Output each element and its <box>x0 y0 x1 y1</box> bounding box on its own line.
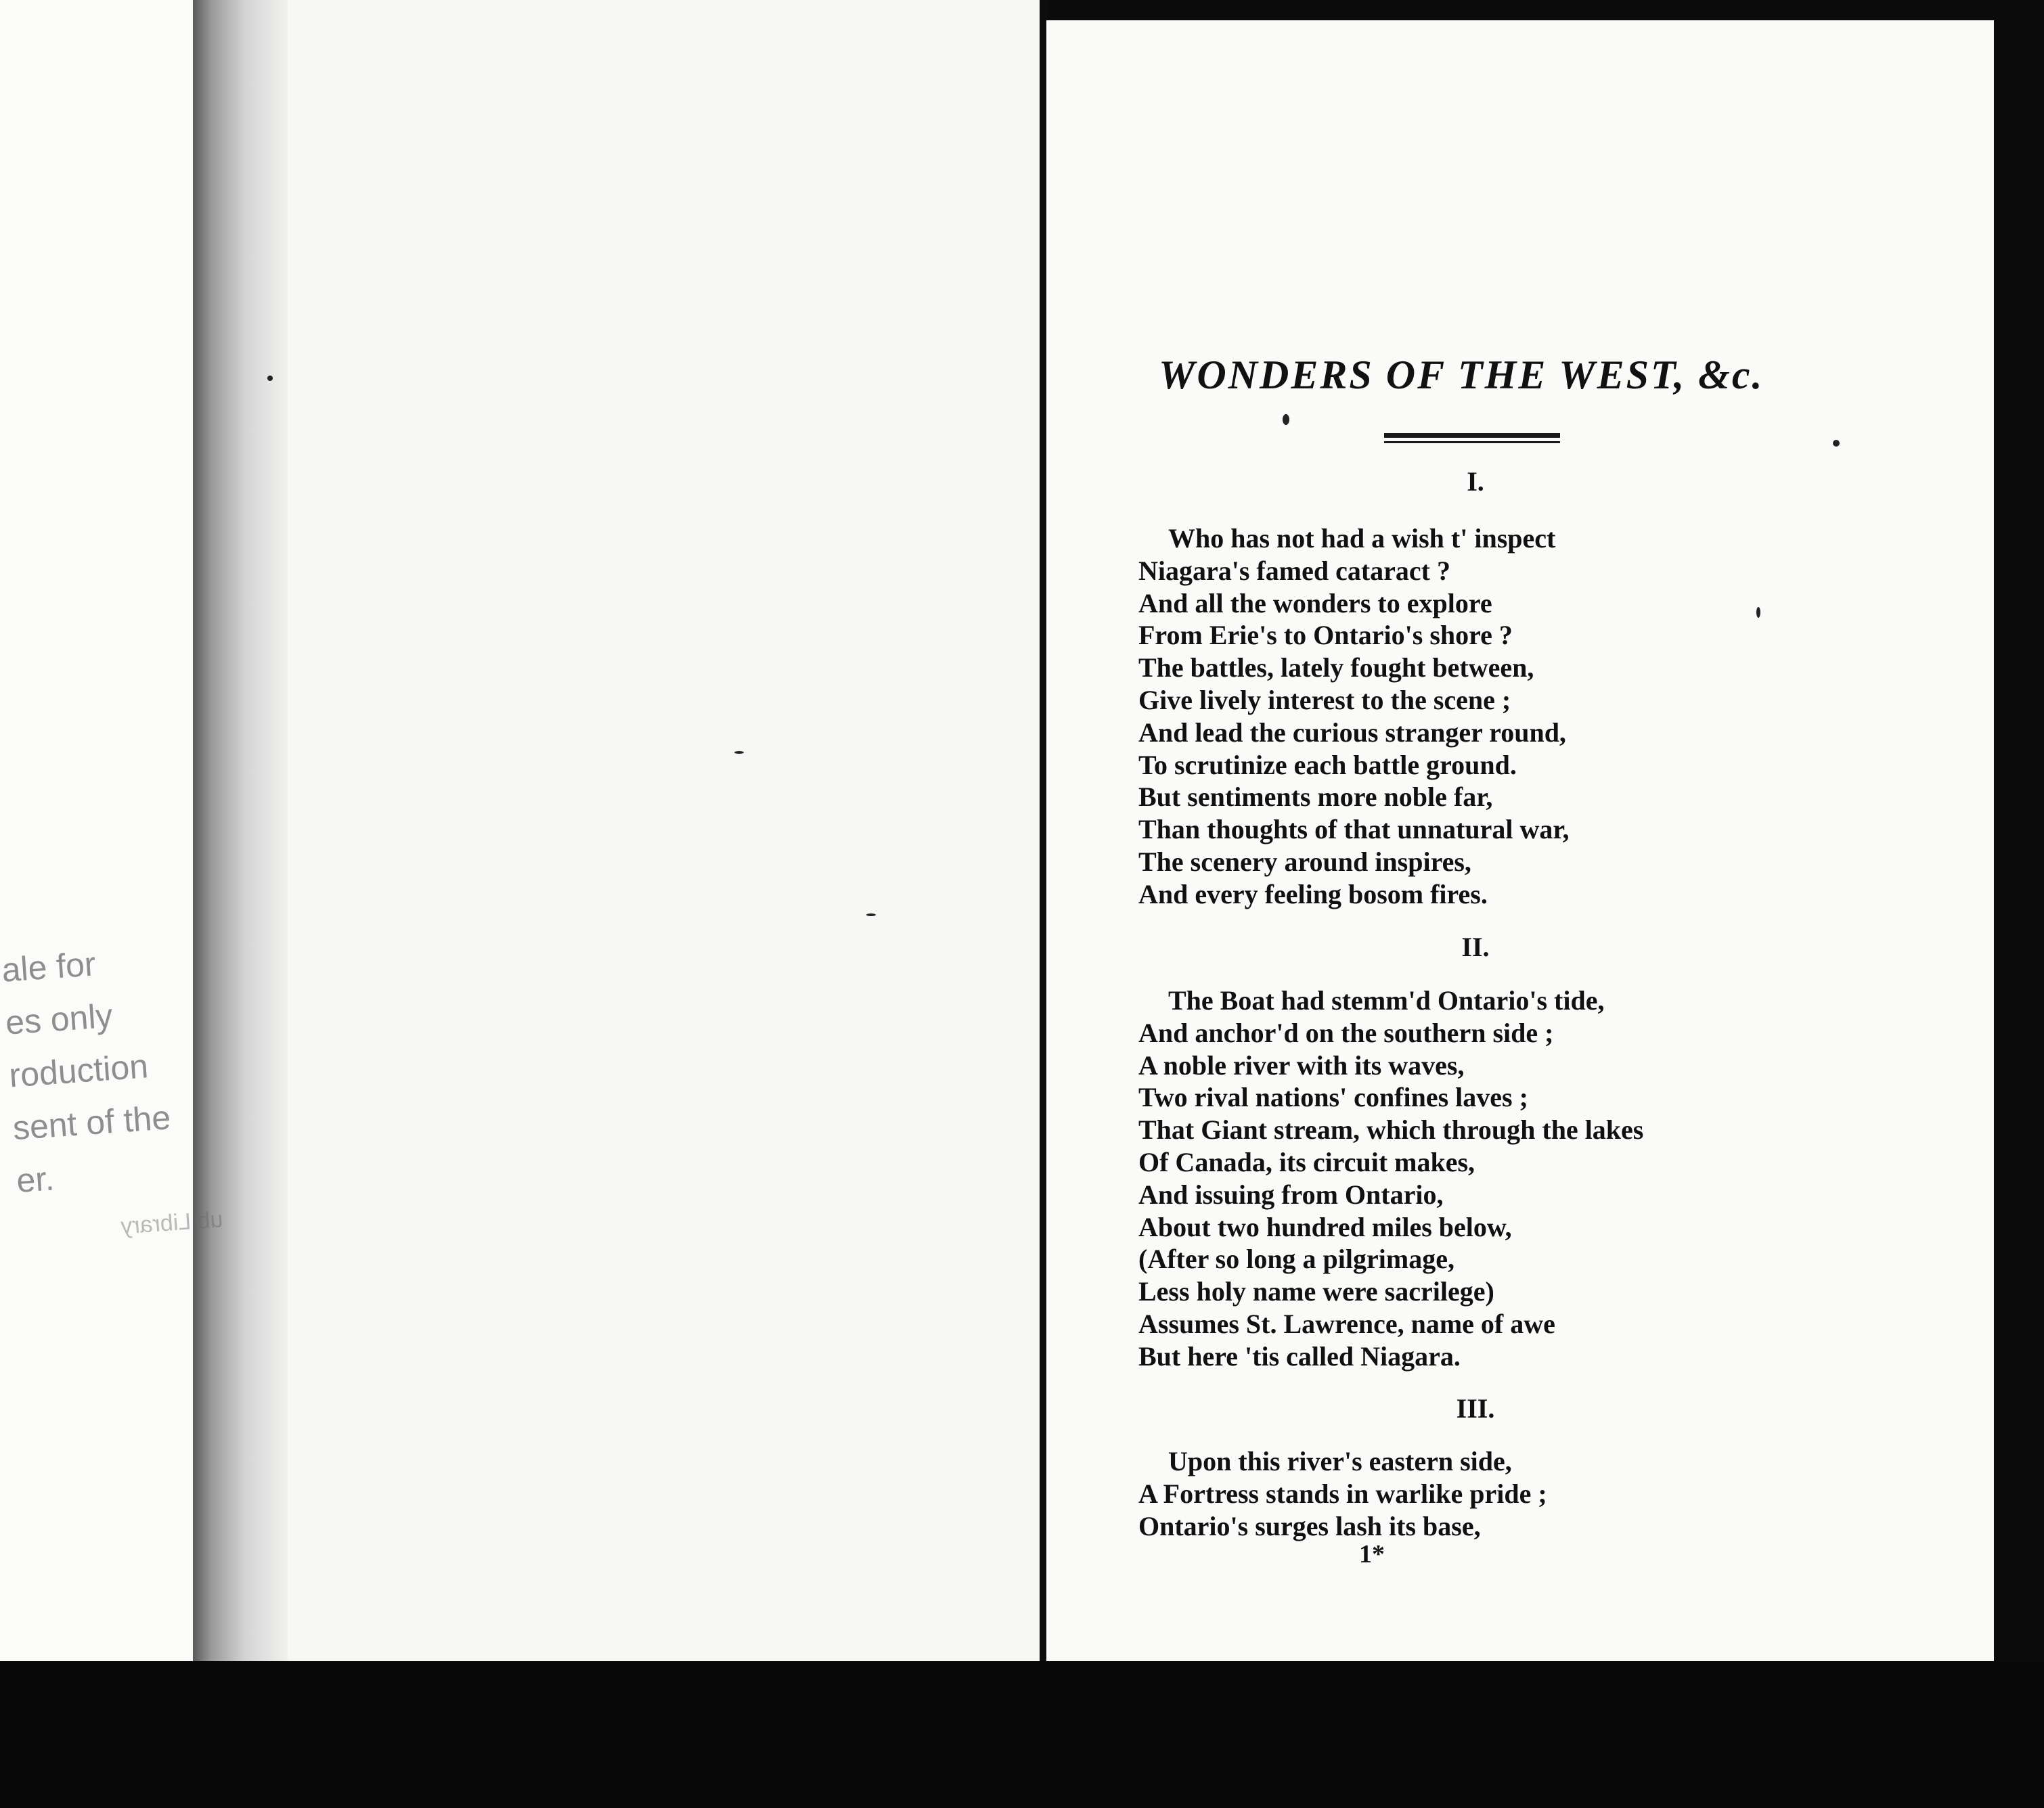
verse-line: The battles, lately fought between, <box>1138 652 1534 683</box>
ink-speck <box>1283 414 1289 425</box>
verse-line: Less holy name were sacrilege) <box>1138 1276 1494 1307</box>
stanza-number: I. <box>1467 466 1484 497</box>
offset-show-through-text <box>0 930 225 1260</box>
stanza-number: II. <box>1461 932 1490 962</box>
verse-line: The scenery around inspires, <box>1138 846 1471 877</box>
verse-line: And anchor'd on the southern side ; <box>1138 1017 1554 1048</box>
ink-speck <box>267 376 273 381</box>
ink-speck <box>734 751 744 754</box>
verse-line: Two rival nations' confines laves ; <box>1138 1082 1528 1113</box>
flyleaf-strip <box>0 0 208 1661</box>
stanza <box>1138 1445 1971 1542</box>
title-rule <box>1384 433 1560 445</box>
verse-line: Niagara's famed cataract ? <box>1138 555 1450 586</box>
offset-line: roduction <box>7 1047 150 1095</box>
ink-speck <box>1833 440 1840 447</box>
scanner-bed <box>0 1661 2044 1808</box>
verse-line: And every feeling bosom fires. <box>1138 878 1488 909</box>
verse-line: That Giant stream, which through the lakes <box>1138 1114 1644 1146</box>
gutter-shadow <box>193 0 288 1661</box>
page-title: WONDERS OF THE WEST, &c. <box>1159 353 1764 397</box>
verse-line: Assumes St. Lawrence, name of awe <box>1138 1308 1555 1339</box>
verse-line: The Boat had stemm'd Ontario's tide, <box>1168 985 1605 1016</box>
verse-line: And all the wonders to explore <box>1138 587 1492 618</box>
verse-line: Than thoughts of that unnatural war, <box>1138 814 1570 845</box>
offset-line: sent of the <box>12 1098 172 1148</box>
verse-line: Who has not had a wish t' inspect <box>1168 523 1556 553</box>
stanza <box>1138 985 1971 1373</box>
verse-line: But here 'tis called Niagara. <box>1138 1340 1461 1372</box>
offset-line: er. <box>15 1159 55 1200</box>
verse-line: And lead the curious stranger round, <box>1138 717 1566 748</box>
verse-line: A Fortress stands in warlike pride ; <box>1138 1478 1547 1509</box>
verse-line: (After so long a pilgrimage, <box>1138 1244 1454 1275</box>
signature-mark: 1* <box>1359 1540 1385 1568</box>
offset-line: ub Library <box>120 1206 224 1240</box>
verse-line: Ontario's surges lash its base, <box>1138 1510 1481 1541</box>
ink-speck <box>1756 607 1760 618</box>
stanza <box>1138 522 1971 911</box>
verse-line: Of Canada, its circuit makes, <box>1138 1146 1475 1177</box>
ink-speck <box>866 913 876 916</box>
verse-line: Give lively interest to the scene ; <box>1138 684 1511 715</box>
verse-line: But sentiments more noble far, <box>1138 782 1493 813</box>
verse-line: To scrutinize each battle ground. <box>1138 749 1517 780</box>
offset-line: ale for <box>0 945 97 989</box>
verse-line: And issuing from Ontario, <box>1138 1179 1444 1210</box>
offset-line: es only <box>4 996 114 1042</box>
stanza-number: III. <box>1456 1393 1495 1424</box>
verse-line: Upon this river's eastern side, <box>1168 1446 1512 1476</box>
verse-line: About two hundred miles below, <box>1138 1211 1512 1242</box>
verse-line: From Erie's to Ontario's shore ? <box>1138 620 1513 651</box>
verse-line: A noble river with its waves, <box>1138 1049 1465 1081</box>
